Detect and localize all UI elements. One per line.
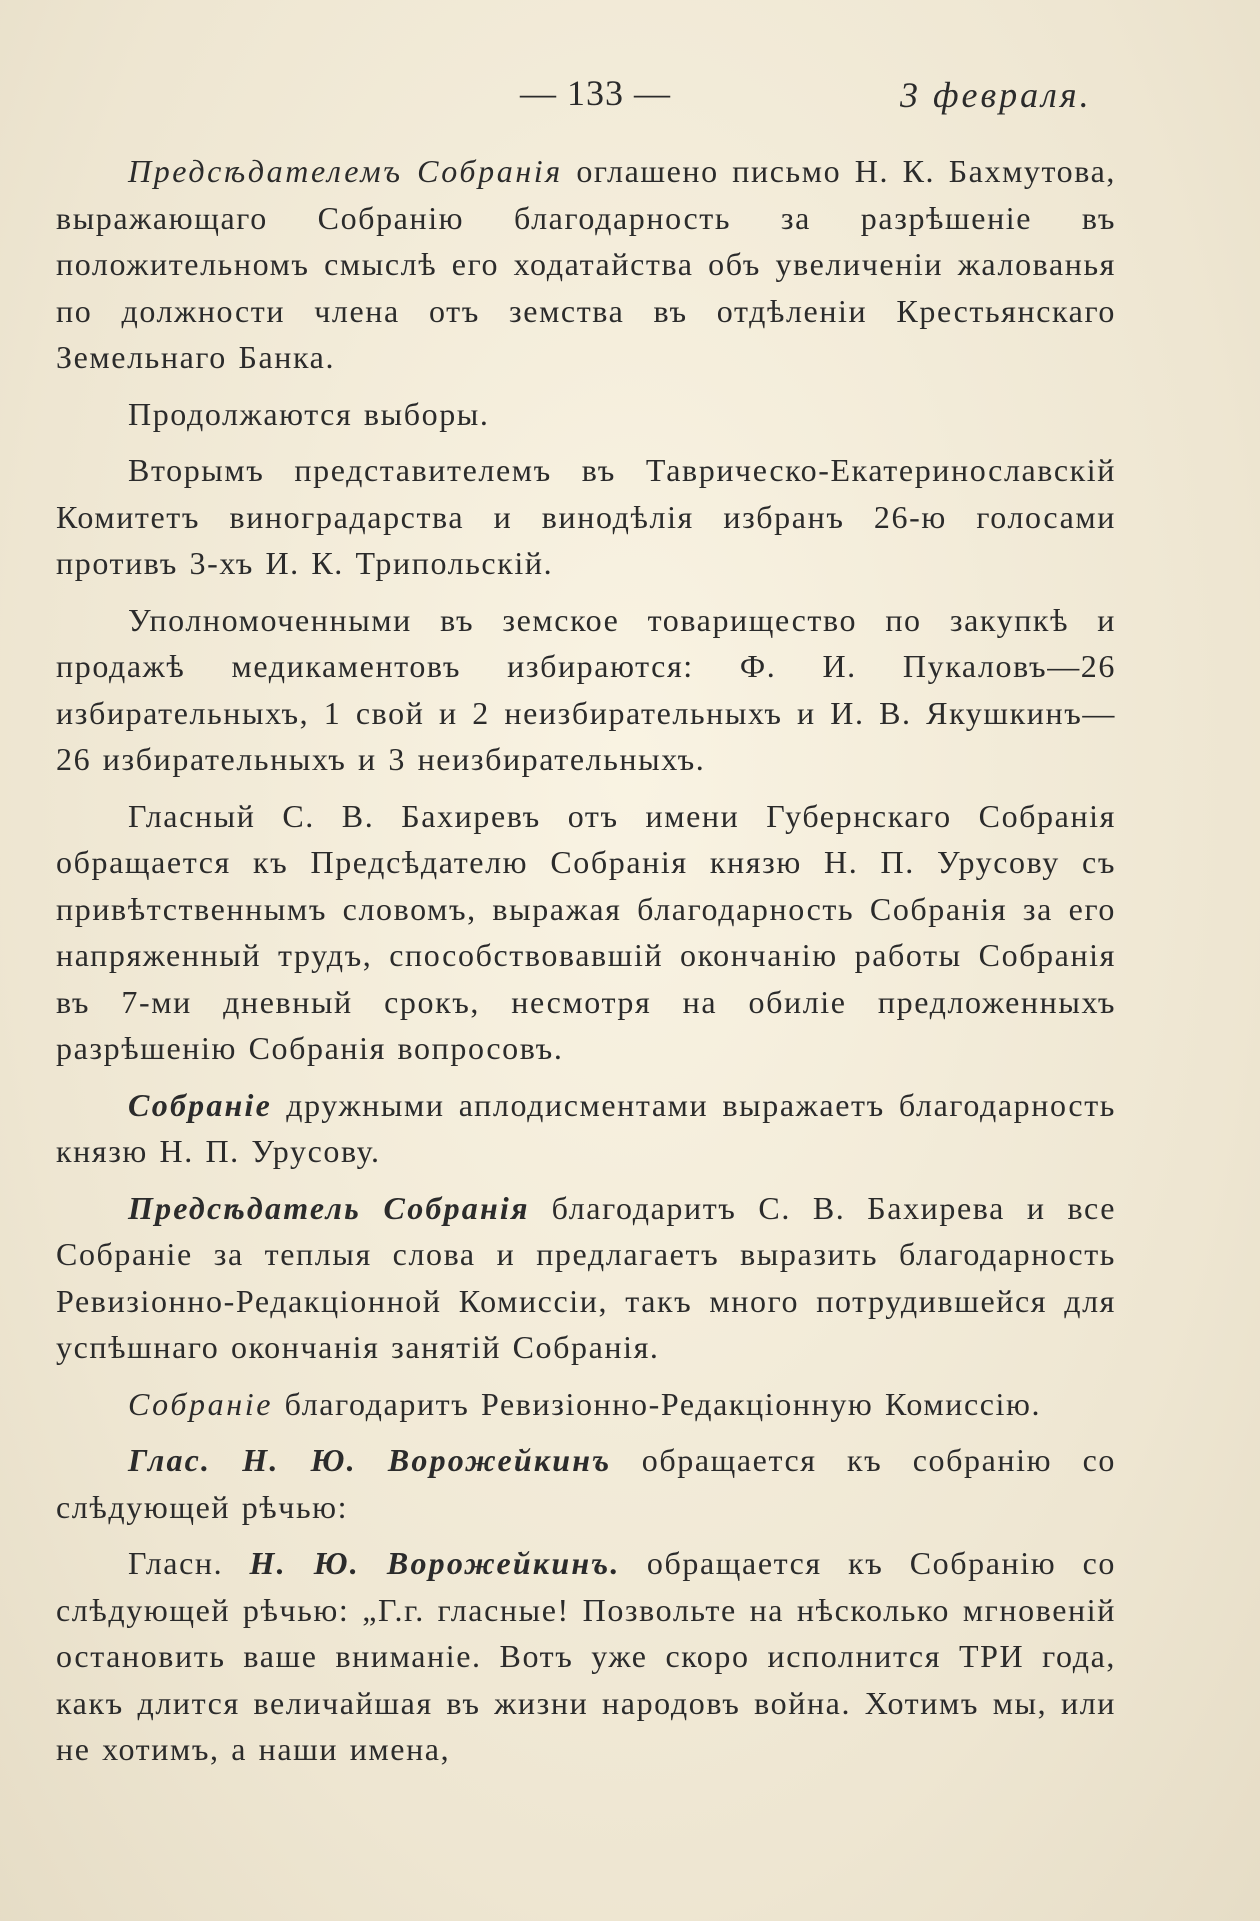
paragraph-vorozheikin-intro bbox=[56, 1437, 1116, 1530]
paragraph-text: Уполномоченными въ земское товарищество по закупкѣ и продажѣ медикаментовъ избираются: Ф. И. Пукаловъ—26 избирательныхъ, 1 свой и 2 неизбирательныхъ и И. В. Якушкинъ—26 избирательныхъ и 3 неизбирательныхъ. bbox=[56, 601, 1116, 777]
paragraph-text: обращается къ собранію со слѣдующей рѣчью: bbox=[56, 1442, 1116, 1525]
paragraph-text: благодаритъ С. В. Бахирева и все Собраніе за теплыя слова и предлагаетъ выразить благодарность Ревизіонно-Редакціонной Комиссіи, такъ много потрудившейся для успѣшнаго окончанія занятій Собранія. bbox=[56, 1189, 1116, 1365]
speaker-label: Предсѣдателемъ Собранія bbox=[128, 153, 563, 189]
paragraph-text: Гласный С. В. Бахиревъ отъ имени Губернскаго Собранія обращается къ Предсѣдателю Собранія князю Н. П. Урусову съ привѣтственнымъ словомъ, выражая благодарность Собранія за его напряженный трудъ, способствовавшій окончанію работы Собранія въ 7-ми дневный срокъ, несмотря на обиліе предложенныхъ разрѣшенію Собранія вопросовъ. bbox=[56, 797, 1116, 1066]
page-header bbox=[0, 72, 1260, 122]
running-header-date: 3 февраля. bbox=[900, 75, 1092, 115]
paragraph-medicine-delegates bbox=[56, 597, 1116, 783]
paragraph-chairman-thanks bbox=[56, 1185, 1116, 1371]
paragraph-text: Вторымъ представителемъ въ Таврическо-Екатеринославскій Комитетъ виноградарства и винодѣлія избранъ 26-ю голосами противъ 3-хъ И. К. Трипольскій. bbox=[56, 452, 1116, 581]
body-text bbox=[56, 148, 1116, 1783]
speaker-label: Предсѣдатель Собранія bbox=[128, 1189, 530, 1226]
paragraph-assembly-applause bbox=[56, 1082, 1116, 1175]
page-number: — 133 — bbox=[520, 73, 671, 113]
paragraph-text: обращается къ Собранію со слѣдующей рѣчью: „Г.г. гласные! Позвольте на нѣсколько мгновеній остановить ваше вниманіе. Вотъ уже скоро исполнится ТРИ года, какъ длится величайшая въ жизни народовъ война. Хотимъ мы, или не хотимъ, а наши имена, bbox=[56, 1545, 1117, 1767]
speaker-prefix: Гласн. bbox=[128, 1545, 250, 1581]
paragraph-bakhirev-address bbox=[56, 793, 1116, 1072]
paragraph-second-representative bbox=[56, 447, 1116, 587]
speaker-label: Собраніе bbox=[128, 1385, 274, 1422]
paragraph-text: благодаритъ Ревизіонно-Редакціонную Комиссію. bbox=[273, 1385, 1042, 1422]
speaker-label: Н. Ю. Ворожейкинъ. bbox=[249, 1545, 621, 1581]
paragraph-chairman-letter bbox=[56, 148, 1116, 381]
paragraph-assembly-thanks-commission bbox=[56, 1381, 1116, 1428]
speaker-label: Глас. Н. Ю. Ворожейкинъ bbox=[128, 1442, 612, 1478]
speaker-label: Собраніе bbox=[128, 1086, 272, 1123]
paragraph-elections-continue bbox=[56, 391, 1116, 438]
paragraph-text: дружными аплодисментами выражаетъ благодарность князю Н. П. Урусову. bbox=[56, 1086, 1116, 1169]
paragraph-text: оглашено письмо Н. К. Бахмутова, выражающаго Собранію благодарность за разрѣшеніе въ положительномъ смыслѣ его ходатайства объ увеличеніи жалованья по должности члена отъ земства въ отдѣленіи Крестьянскаго Земельнаго Банка. bbox=[56, 153, 1116, 375]
paragraph-vorozheikin-speech bbox=[56, 1540, 1116, 1773]
paragraph-text: Продолжаются выборы. bbox=[128, 395, 490, 432]
